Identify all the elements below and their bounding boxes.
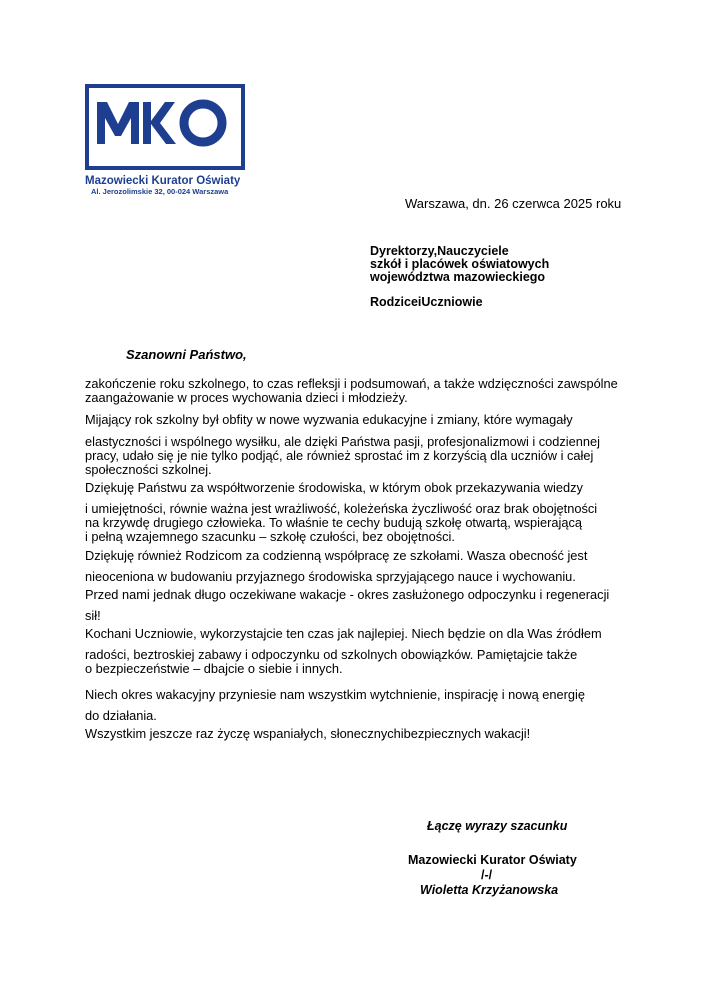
body-paragraph bbox=[85, 481, 583, 495]
body-line: radości, beztroskiej zabawy i odpoczynku od szkolnych obowiązków. Pamiętajcie także bbox=[85, 647, 578, 662]
body-paragraph bbox=[85, 627, 602, 641]
body-paragraph bbox=[85, 648, 577, 676]
body-line: Wszystkim jeszcze raz życzę wspaniałych, słonecznychibezpiecznych wakacji! bbox=[85, 726, 531, 741]
addressee-line: szkół i placówek oświatowych bbox=[370, 257, 550, 271]
logo-name: Mazowiecki Kurator Oświaty bbox=[85, 175, 241, 187]
body-line: Dziękuję Państwu za współtworzenie środowiska, w którym obok przekazywania wiedzy bbox=[85, 480, 583, 495]
signatory-name: Wioletta Krzyżanowska bbox=[420, 883, 559, 897]
body-paragraph bbox=[85, 413, 573, 427]
body-line: Mijający rok szkolny był obfity w nowe wyzwania edukacyjne i zmiany, które wymagały bbox=[85, 412, 573, 427]
body-paragraph bbox=[85, 588, 609, 602]
signatory-title: Mazowiecki Kurator Oświaty bbox=[408, 853, 577, 867]
body-line: społeczności szkolnej. bbox=[85, 462, 212, 477]
body-line: nieoceniona w budowaniu przyjaznego środowiska sprzyjającego nauce i wychowaniu. bbox=[85, 569, 576, 584]
body-paragraph bbox=[85, 727, 530, 741]
signature-mark: /-/ bbox=[481, 868, 493, 882]
body-paragraph bbox=[85, 570, 576, 584]
body-line: zakończenie roku szkolnego, to czas refleksji i podsumowań, a także wdzięczności zawspólne bbox=[85, 376, 618, 391]
body-line: sił! bbox=[85, 608, 101, 623]
body-line: pracy, udało się je nie tylko podjąć, ale również sprostać im z korzyścią dla uczniów i całej bbox=[85, 448, 594, 463]
body-paragraph bbox=[85, 549, 587, 563]
body-line: Przed nami jednak długo oczekiwane wakacje - okres zasłużonego odpoczynku i regeneracji bbox=[85, 587, 610, 602]
body-paragraph bbox=[85, 435, 600, 477]
body-line: do działania. bbox=[85, 708, 157, 723]
addressee-line: RodziceiUczniowie bbox=[370, 295, 483, 309]
body-paragraph bbox=[85, 709, 157, 723]
body-paragraph bbox=[85, 502, 597, 544]
body-line: i umiejętności, równie ważna jest wrażliwość, koleżeńska życzliwość oraz brak obojętności bbox=[85, 501, 598, 516]
body-line: Niech okres wakacyjny przyniesie nam wszystkim wytchnienie, inspirację i nową energię bbox=[85, 687, 585, 702]
addressee-line: Dyrektorzy,Nauczyciele bbox=[370, 244, 509, 258]
addressees bbox=[370, 245, 549, 284]
greeting: Szanowni Państwo, bbox=[126, 347, 247, 362]
date-line: Warszawa, dn. 26 czerwca 2025 roku bbox=[405, 196, 622, 211]
body-line: na krzywdę drugiego człowieka. To właśnie te cechy budują szkołę otwartą, wspierającą bbox=[85, 515, 582, 530]
body-paragraph bbox=[85, 609, 101, 623]
kurator-logo bbox=[85, 84, 245, 170]
body-line: Dziękuję również Rodzicom za codzienną współpracę ze szkołami. Wasza obecność jest bbox=[85, 548, 588, 563]
addressee-line: województwa mazowieckiego bbox=[370, 270, 546, 284]
body-paragraph bbox=[85, 688, 585, 702]
body-line: i pełną wzajemnego szacunku – szkołę czułości, bez obojętności. bbox=[85, 529, 455, 544]
closing-regards: Łączę wyrazy szacunku bbox=[427, 819, 568, 833]
body-line: elastyczności i wspólnego wysiłku, ale dzięki Państwa pasji, profesjonalizmowi i codziennej bbox=[85, 434, 600, 449]
body-line: zaangażowanie w proces wychowania dzieci i młodzieży. bbox=[85, 390, 408, 405]
body-paragraph bbox=[85, 377, 618, 405]
body-line: Kochani Uczniowie, wykorzystajcie ten czas jak najlepiej. Niech będzie on dla Was źródłem bbox=[85, 626, 602, 641]
logo-address: Al. Jerozolimskie 32, 00-024 Warszawa bbox=[91, 187, 229, 196]
body-line: o bezpieczeństwie – dbajcie o siebie i innych. bbox=[85, 661, 343, 676]
